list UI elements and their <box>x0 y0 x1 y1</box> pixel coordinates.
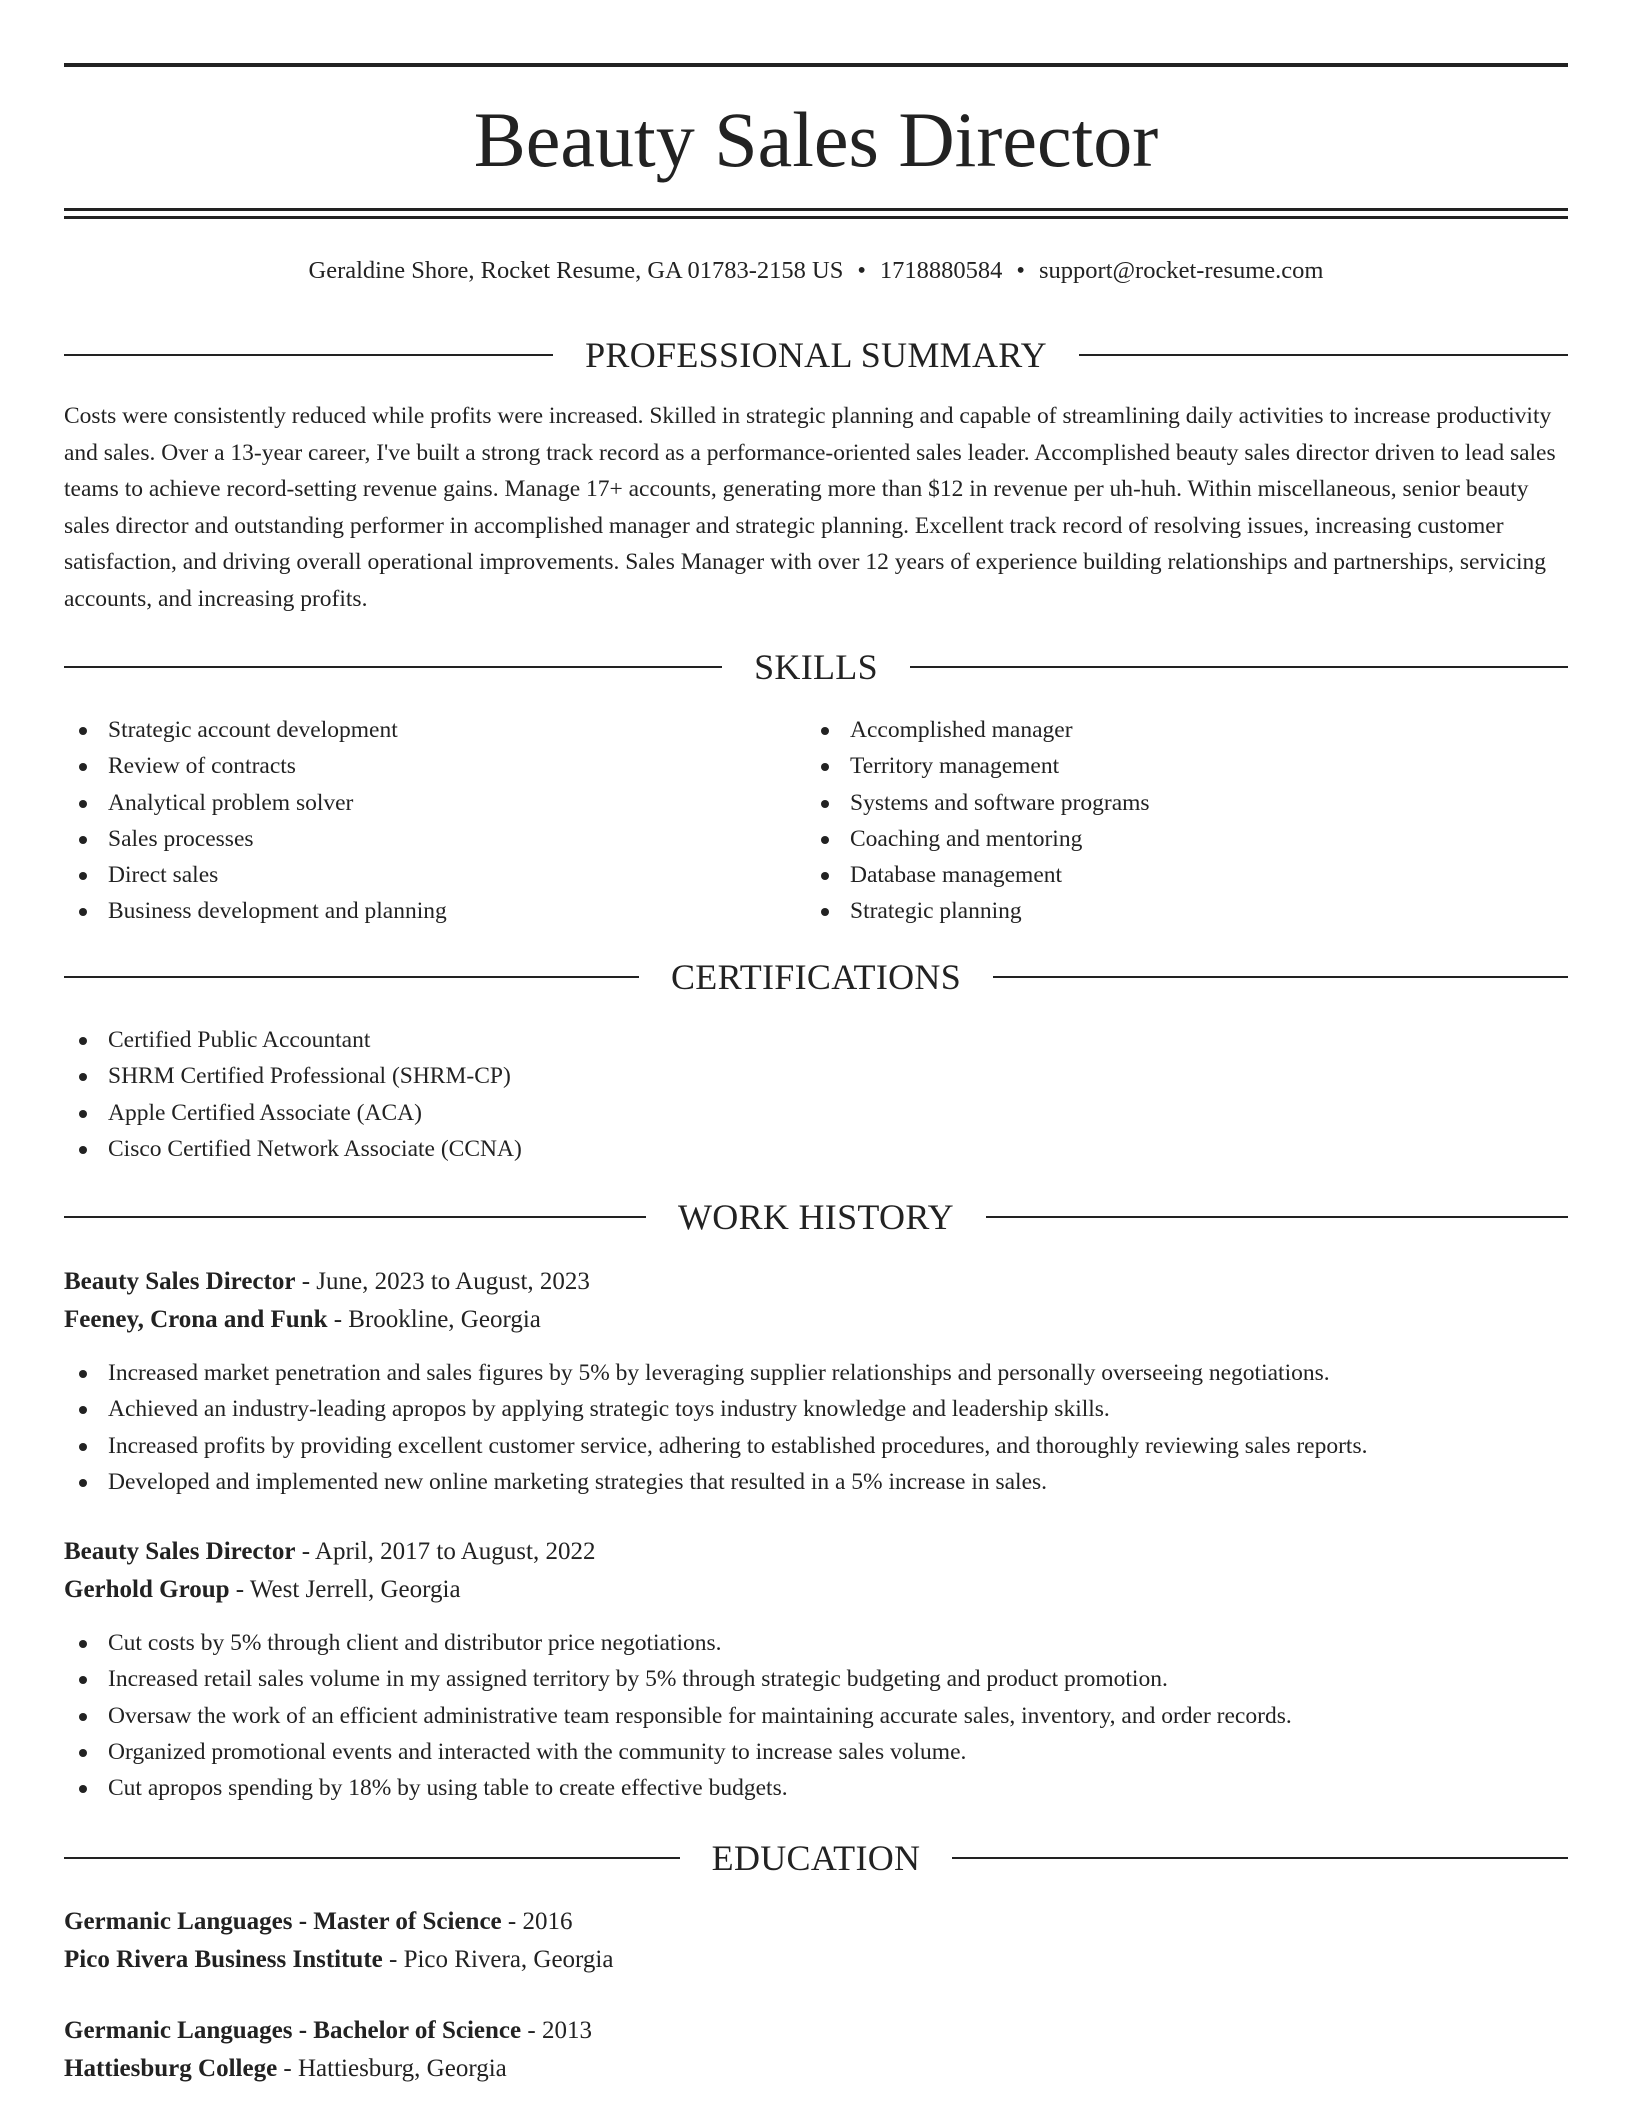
job-title: Beauty Sales Director <box>64 1268 296 1295</box>
job-entry <box>64 1263 1568 1339</box>
contact-email: support@rocket-resume.com <box>1039 257 1324 284</box>
contact-separator: • <box>857 257 866 284</box>
contact-line <box>64 254 1568 288</box>
skills-list-right <box>806 712 1506 930</box>
skill-item: Analytical problem solver <box>64 785 764 821</box>
job-bullet: Cut apropos spending by 18% by using table to create effective budgets. <box>64 1770 1568 1806</box>
job-bullets <box>64 1625 1568 1806</box>
certification-item: Certified Public Accountant <box>64 1022 1568 1058</box>
job-bullet: Achieved an industry-leading apropos by applying strategic toys industry knowledge and leadership skills. <box>64 1391 1568 1427</box>
graduation-year: - 2016 <box>501 1908 573 1935</box>
summary-text: Costs were consistently reduced while profits were increased. Skilled in strategic planning and capable of streamlining daily activities to increase productivity and sales. Over a 13-year career, I've built a strong track record as a performance-oriented sales leader. Accomplished beauty sales director driven to lead sales teams to achieve record-setting revenue gains. Manage 17+ accounts, generating more than $12 in revenue per uh-huh. Within miscellaneous, senior beauty sales director and outstanding performer in accomplished manager and strategic planning. Excellent track record of resolving issues, increasing customer satisfaction, and driving overall operational improvements. Sales Manager with over 12 years of experience building relationships and partnerships, servicing accounts, and increasing profits. <box>64 403 1556 612</box>
job-location: - West Jerrell, Georgia <box>229 1576 461 1603</box>
job-bullet: Oversaw the work of an efficient administrative team responsible for maintaining accurate sales, inventory, and order records. <box>64 1698 1568 1734</box>
heading-rule-right <box>986 1216 1568 1218</box>
skill-item: Systems and software programs <box>806 785 1506 821</box>
degree: Germanic Languages - Master of Science <box>64 1908 502 1935</box>
heading-rule-left <box>64 666 722 668</box>
section-heading-work-history <box>64 1195 1568 1239</box>
job-dates: - June, 2023 to August, 2023 <box>295 1268 590 1295</box>
skill-item: Accomplished manager <box>806 712 1506 748</box>
section-title: SKILLS <box>754 647 878 687</box>
skill-item: Coaching and mentoring <box>806 821 1506 857</box>
heading-rule-right <box>993 976 1568 978</box>
job-title: Beauty Sales Director <box>64 1538 296 1565</box>
heading-rule-right <box>910 666 1568 668</box>
section-title: EDUCATION <box>711 1838 921 1878</box>
skill-item: Strategic account development <box>64 712 764 748</box>
skill-item: Strategic planning <box>806 893 1506 929</box>
graduation-year: - 2013 <box>521 2017 592 2044</box>
job-bullet: Increased profits by providing excellent customer service, adhering to established procedures, and thoroughly reviewing sales reports. <box>64 1428 1568 1464</box>
job-entry <box>64 1533 1568 1609</box>
skill-item: Direct sales <box>64 857 764 893</box>
contact-phone: 1718880584 <box>879 257 1003 284</box>
skills-list-left <box>64 712 764 930</box>
skill-item: Business development and planning <box>64 893 764 929</box>
certification-item: SHRM Certified Professional (SHRM-CP) <box>64 1058 1568 1094</box>
certification-item: Apple Certified Associate (ACA) <box>64 1095 1568 1131</box>
job-company-line <box>64 1301 1568 1339</box>
education-entry <box>64 2012 1568 2088</box>
heading-rule-left <box>64 1857 680 1859</box>
degree: Germanic Languages - Bachelor of Science <box>64 2017 522 2044</box>
title-rule-upper <box>64 208 1568 211</box>
job-bullet: Increased market penetration and sales figures by 5% by leveraging supplier relationships and personally overseeing negotiations. <box>64 1355 1568 1391</box>
top-rule <box>64 63 1568 67</box>
school-line <box>64 1941 1568 1979</box>
school: Pico Rivera Business Institute <box>64 1946 383 1973</box>
job-bullet: Increased retail sales volume in my assigned territory by 5% through strategic budgeting and product promotion. <box>64 1661 1568 1697</box>
job-company: Gerhold Group <box>64 1576 230 1603</box>
skill-item: Sales processes <box>64 821 764 857</box>
certification-item: Cisco Certified Network Associate (CCNA) <box>64 1131 1568 1167</box>
section-title: WORK HISTORY <box>678 1197 954 1237</box>
contact-separator: • <box>1016 257 1025 284</box>
job-title-line <box>64 1533 1568 1571</box>
job-bullet: Developed and implemented new online marketing strategies that resulted in a 5% increase in sales. <box>64 1464 1568 1500</box>
job-company-line <box>64 1571 1568 1609</box>
section-heading-certifications <box>64 955 1568 999</box>
skill-item: Territory management <box>806 748 1506 784</box>
job-dates: - April, 2017 to August, 2022 <box>295 1538 596 1565</box>
education-entry <box>64 1903 1568 1979</box>
heading-rule-right <box>952 1857 1568 1859</box>
skill-item: Database management <box>806 857 1506 893</box>
resume-title: Beauty Sales Director <box>473 96 1159 183</box>
section-title: CERTIFICATIONS <box>670 957 962 997</box>
job-location: - Brookline, Georgia <box>327 1306 541 1333</box>
section-title: PROFESSIONAL SUMMARY <box>585 335 1047 375</box>
job-bullet: Cut costs by 5% through client and distributor price negotiations. <box>64 1625 1568 1661</box>
school: Hattiesburg College <box>64 2055 278 2082</box>
school-location: - Pico Rivera, Georgia <box>382 1946 614 1973</box>
section-heading-summary <box>64 333 1568 377</box>
school-line <box>64 2050 1568 2088</box>
certifications-list <box>64 1022 1568 1167</box>
heading-rule-left <box>64 976 639 978</box>
skill-item: Review of contracts <box>64 748 764 784</box>
section-heading-education <box>64 1836 1568 1880</box>
job-company: Feeney, Crona and Funk <box>64 1306 328 1333</box>
heading-rule-left <box>64 354 553 356</box>
degree-line <box>64 1903 1568 1941</box>
title-rule-lower <box>64 216 1568 219</box>
heading-rule-left <box>64 1216 646 1218</box>
degree-line <box>64 2012 1568 2050</box>
job-title-line <box>64 1263 1568 1301</box>
job-bullet: Organized promotional events and interacted with the community to increase sales volume. <box>64 1734 1568 1770</box>
heading-rule-right <box>1079 354 1568 356</box>
section-heading-skills <box>64 645 1568 689</box>
job-bullets <box>64 1355 1568 1500</box>
school-location: - Hattiesburg, Georgia <box>277 2055 507 2082</box>
contact-address: Geraldine Shore, Rocket Resume, GA 01783-2158 US <box>308 257 844 284</box>
